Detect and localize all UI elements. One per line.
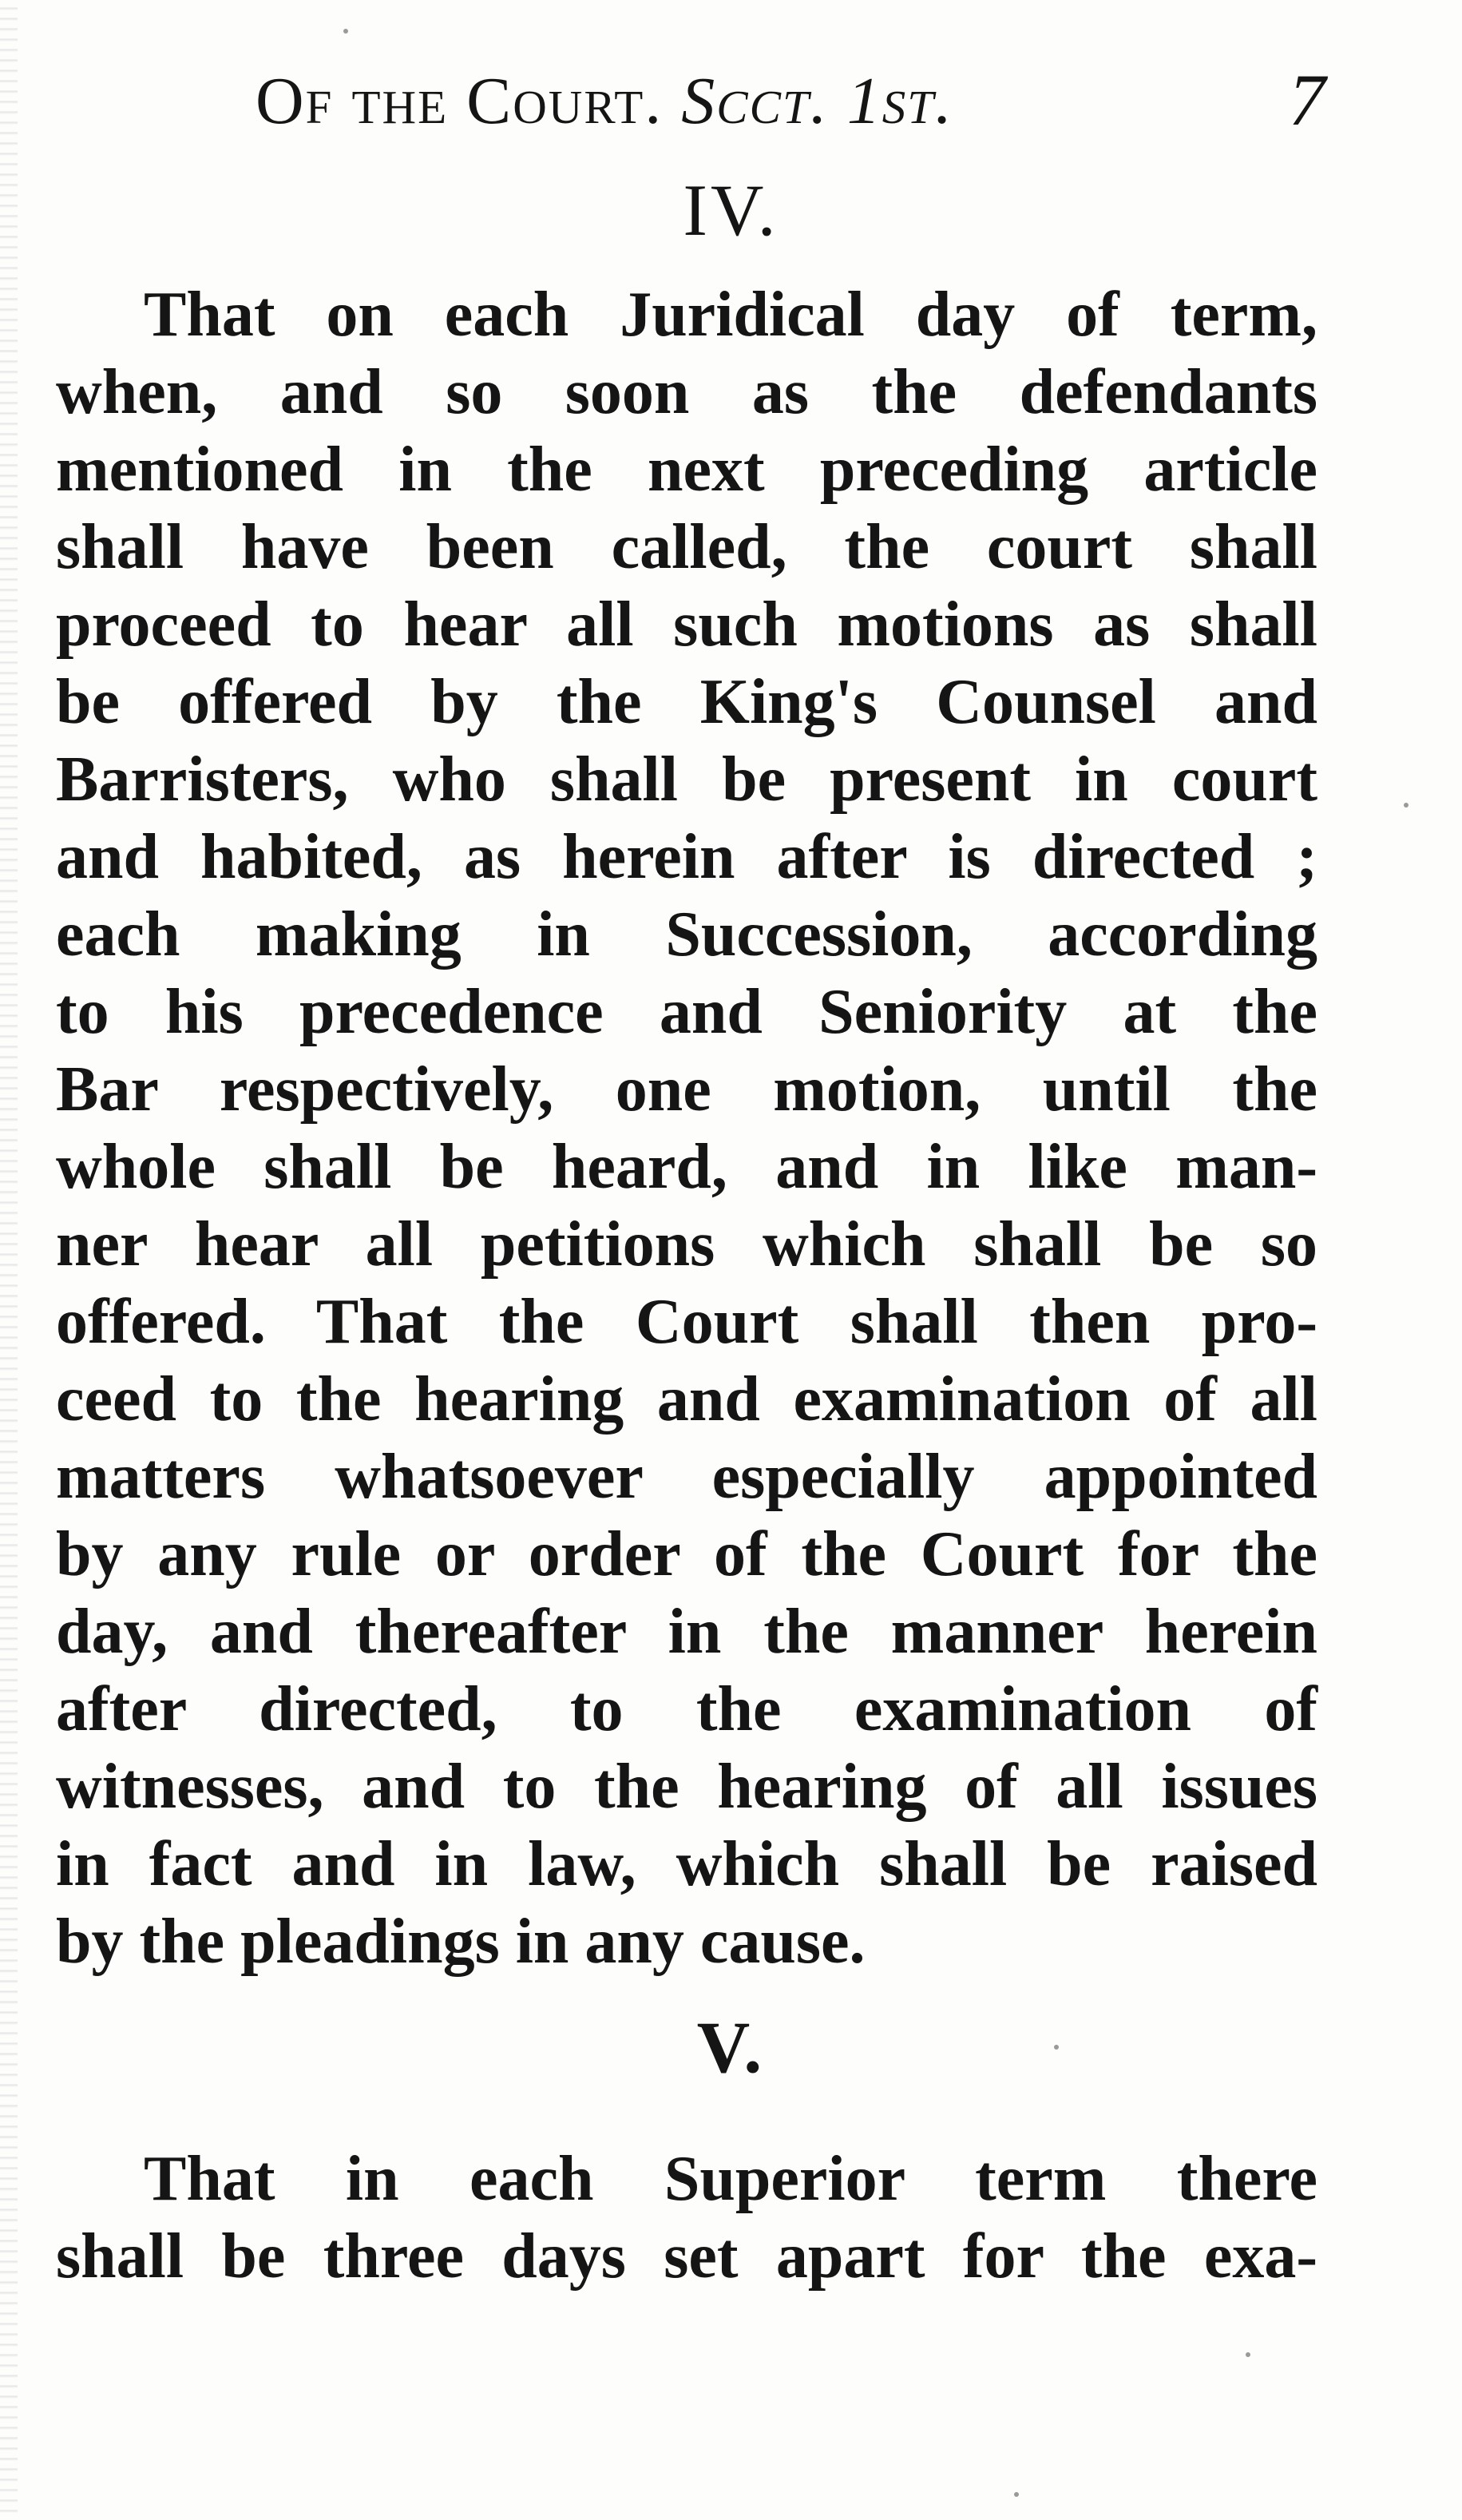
text-line: proceed to hear all such motions as shall bbox=[56, 589, 1317, 660]
scan-speck bbox=[1014, 2492, 1019, 2497]
text-line: That in each Superior term there bbox=[144, 2144, 1317, 2214]
text-line: in fact and in law, which shall be raised bbox=[56, 1829, 1317, 1899]
scan-speck bbox=[343, 29, 348, 34]
text-line: offered. That the Court shall then pro- bbox=[56, 1287, 1317, 1357]
section-reference: Scct. 1st. bbox=[681, 64, 954, 138]
text-line: matters whatsoever especially appointed bbox=[56, 1442, 1317, 1512]
text-line: witnesses, and to the hearing of all issues bbox=[56, 1752, 1317, 1822]
text-line: and habited, as herein after is directed ; bbox=[56, 822, 1317, 892]
text-line: be offered by the King's Counsel and bbox=[56, 667, 1317, 737]
text-line: shall be three days set apart for the exa- bbox=[56, 2221, 1317, 2292]
text-line: when, and so soon as the defendants bbox=[56, 357, 1317, 427]
section-v-paragraph bbox=[56, 2141, 1317, 2296]
running-title bbox=[256, 62, 953, 140]
text-line: ner hear all petitions which shall be so bbox=[56, 1209, 1317, 1280]
text-line: to his precedence and Seniority at the bbox=[56, 977, 1317, 1047]
text-line: shall have been called, the court shall bbox=[56, 512, 1317, 582]
text-line: day, and thereafter in the manner herein bbox=[56, 1597, 1317, 1667]
text-line: mentioned in the next preceding article bbox=[56, 435, 1317, 505]
text-line: Bar respectively, one motion, until the bbox=[56, 1054, 1317, 1125]
section-heading-v: V. bbox=[696, 2006, 766, 2088]
running-title-text: Of the Court. bbox=[256, 64, 664, 138]
text-line: ceed to the hearing and examination of all bbox=[56, 1364, 1317, 1435]
text-line: whole shall be heard, and in like man- bbox=[56, 1132, 1317, 1202]
text-line: each making in Succession, according bbox=[56, 899, 1317, 970]
page-number: 7 bbox=[1289, 59, 1325, 141]
scan-speck bbox=[1246, 2352, 1250, 2357]
section-iv-paragraph bbox=[56, 276, 1317, 1981]
text-line: Barristers, who shall be present in court bbox=[56, 744, 1317, 815]
scan-speck bbox=[1404, 803, 1409, 808]
text-line: after directed, to the examination of bbox=[56, 1674, 1317, 1744]
section-heading-iv: IV. bbox=[683, 169, 779, 251]
page-header bbox=[240, 46, 1325, 150]
text-line: by the pleadings in any cause. bbox=[56, 1907, 866, 1977]
scan-speck bbox=[1054, 2045, 1059, 2050]
page-gutter-edge bbox=[0, 0, 18, 2520]
text-line: by any rule or order of the Court for the bbox=[56, 1519, 1317, 1589]
text-line: That on each Juridical day of term, bbox=[144, 280, 1317, 350]
